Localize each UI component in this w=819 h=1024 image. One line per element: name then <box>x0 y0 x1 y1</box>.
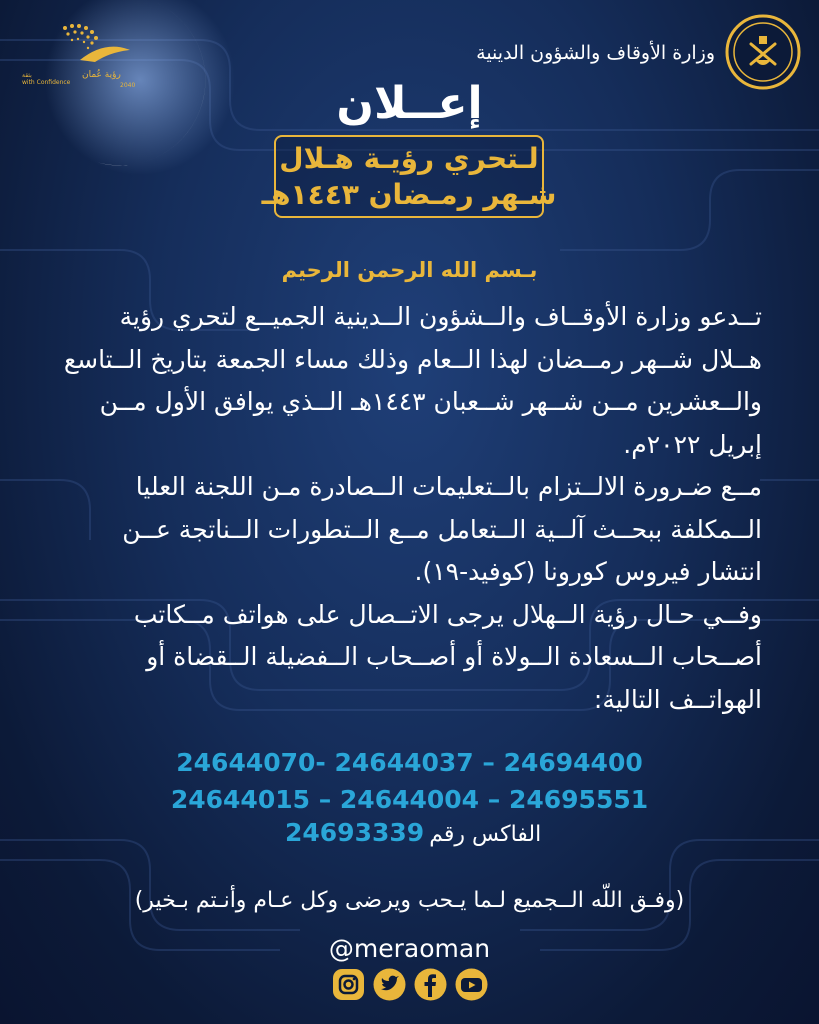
social-handle[interactable]: @meraoman <box>328 934 491 963</box>
closing-wishes: (وفـق اللّه الــجميع لـما يـحب ويرضى وكل عـام وأنـتم بـخير) <box>134 888 685 913</box>
phone-numbers <box>0 744 819 818</box>
announcement-body <box>54 296 762 721</box>
basmala: بـسم الله الرحمن الرحيم <box>281 258 538 282</box>
fax-line <box>285 818 541 847</box>
paragraph-invitation: تــدعو وزارة الأوقــاف والــشؤون الــدينية الجميــع لتحري رؤية هــلال شــهر رمــضان لهذا الــعام وذلك مساء الجمعة بتاريخ الــتاسع والــعشرين مــن شــهر شــعبان ١٤٤٣هـ الــذي يوافق الأول مــن إبريل ٢٠٢٢م. <box>63 302 762 459</box>
subtitle-box <box>261 135 557 218</box>
announcement-title: إعــلان <box>336 78 483 129</box>
vision-logo-year: 2040 <box>120 82 136 89</box>
subtitle-line-2: شـهر رمـضان ١٤٤٣هـ <box>261 177 557 211</box>
vision-sunburst-icon <box>20 20 140 70</box>
ministry-name: وزارة الأوقاف والشؤون الدينية <box>476 42 715 64</box>
vision-logo-tagline: بثقة with Confidence <box>22 72 71 86</box>
twitter-icon[interactable] <box>373 968 406 1001</box>
facebook-icon[interactable] <box>414 968 447 1001</box>
fax-number: 24693339 <box>285 818 425 847</box>
subtitle-line-1: لـتحري رؤيـة هـلال <box>279 141 539 175</box>
youtube-icon[interactable] <box>455 968 488 1001</box>
fax-label: الفاكس رقم <box>429 822 542 847</box>
paragraph-instructions: مــع ضـرورة الالــتزام بالــتعليمات الــصادرة مـن اللجنة العليا الــمكلفة ببحــث آلــية الــتعامل مــع الــتطورات الــناتجة عــن انتشار فيروس كورونا (كوفيد-١٩). <box>122 472 762 586</box>
social-icons <box>332 968 492 1004</box>
vision-logo-name: رؤية عُمان <box>82 70 121 80</box>
paragraph-contact: وفــي حـال رؤية الــهلال يرجى الاتــصال على هواتف مــكاتب أصــحاب الــسعادة الــولاة أو أصــحاب الــفضيلة الــقضاة أو الهواتــف التالية: <box>133 599 762 714</box>
phone-line-2: 24644015 – 24644004 – 24695551 <box>170 785 649 814</box>
instagram-icon[interactable] <box>332 968 365 1001</box>
phone-line-1: 24644070- 24644037 – 24694400 <box>176 748 643 777</box>
